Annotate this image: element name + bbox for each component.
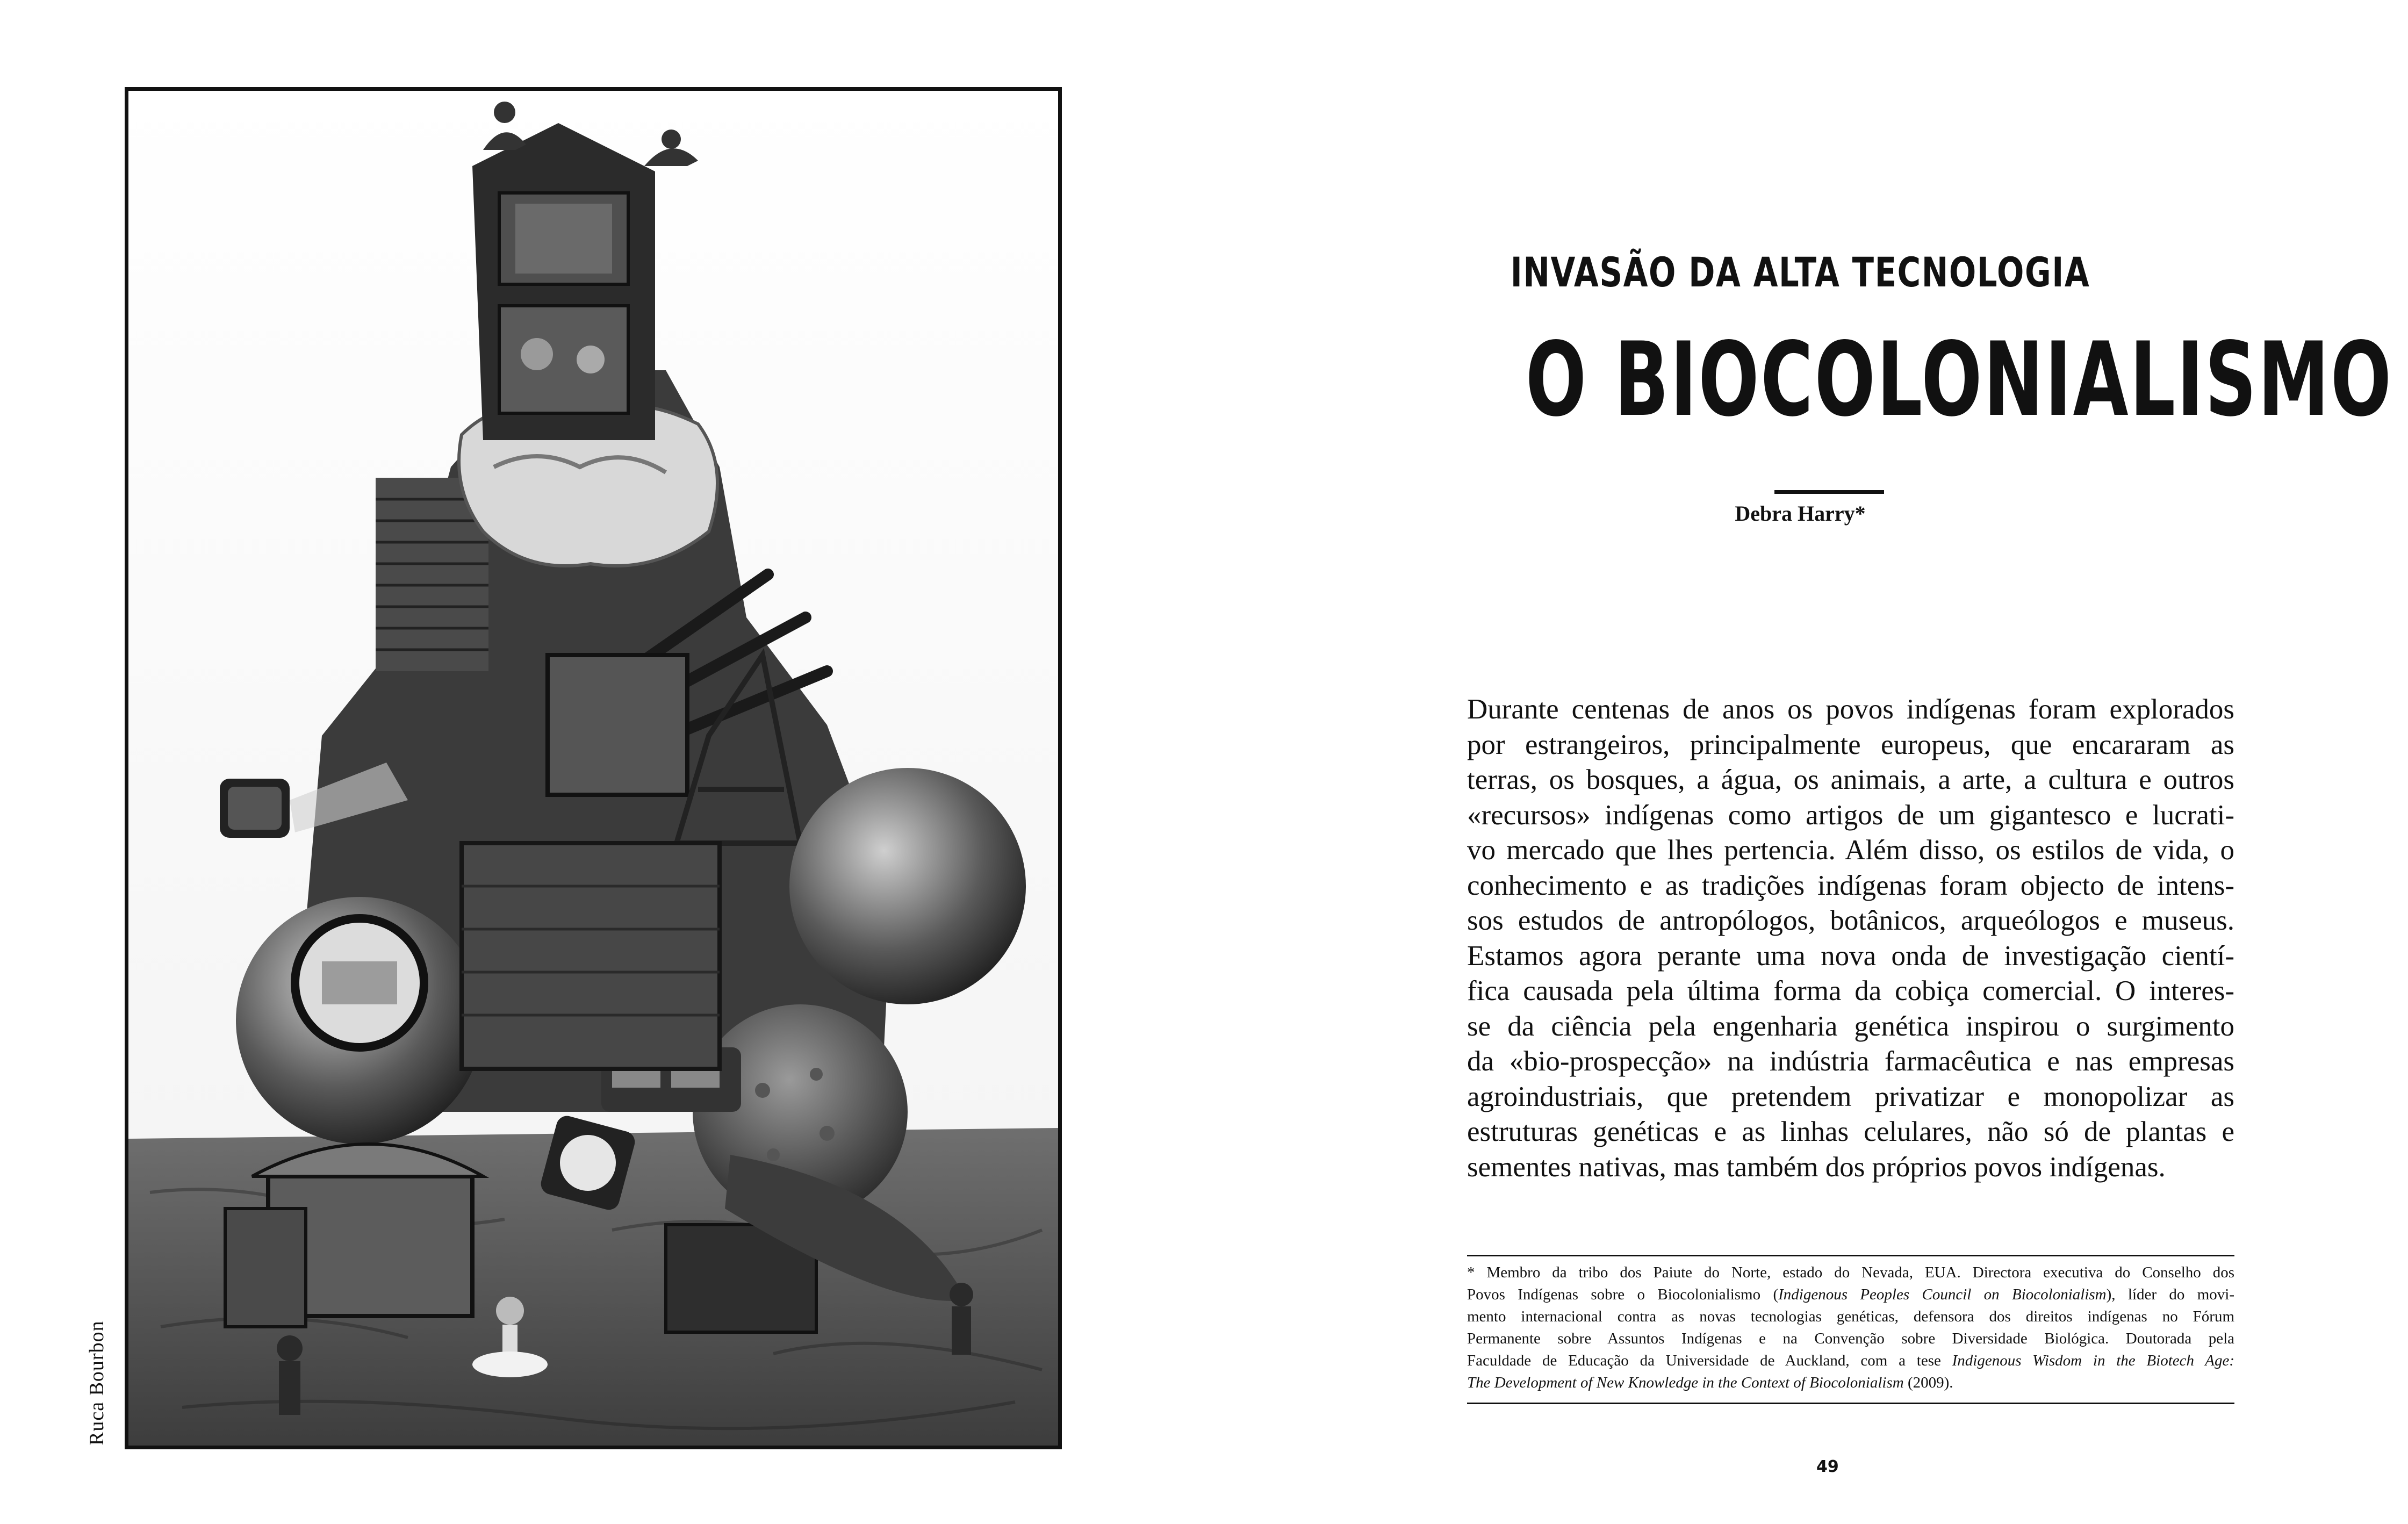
footnote-line: Faculdade de Educação da Universidade de Auckland, com a tese Indigenous Wisdom in the Biotech Age: <box>1467 1352 2234 1369</box>
body-line: terras, os bosques, a água, os animais, a arte, a cultura e outros <box>1467 764 2234 795</box>
footnote-rule-top <box>1467 1255 2234 1256</box>
body-line: sementes nativas, mas também dos próprios povos indígenas. <box>1467 1151 2166 1183</box>
footnote-line: mento internacional contra as novas tecnologias genéticas, defensora dos direitos indígenas no Fórum <box>1467 1308 2234 1325</box>
body-line: estruturas genéticas e as linhas celulares, não só de plantas e <box>1467 1116 2234 1147</box>
page-number: 49 <box>1816 1457 1839 1476</box>
footnote-line: Povos Indígenas sobre o Biocolonialismo (Indigenous Peoples Council on Biocolonialism), líder do movi- <box>1467 1286 2235 1303</box>
body-line: Estamos agora perante uma nova onda de investigação cientí- <box>1467 940 2234 972</box>
article-title: O BIOCOLONIALISMO <box>1526 320 2393 439</box>
footnote-rule-bottom <box>1467 1403 2234 1404</box>
article-kicker: INVASÃO DA ALTA TECNOLOGIA <box>1510 248 2090 296</box>
body-line: «recursos» indígenas como artigos de um gigantesco e lucrati- <box>1467 799 2234 831</box>
body-line: da «bio-prospecção» na indústria farmacêutica e nas empresas <box>1467 1046 2234 1077</box>
collage-tower-illustration <box>128 91 1058 1446</box>
body-line: agroindustriais, que pretendem privatizar e monopolizar as <box>1467 1081 2234 1112</box>
metal-sphere <box>789 768 1026 1004</box>
footnote-line: The Development of New Knowledge in the Context of Biocolonialism (2009). <box>1467 1374 1953 1391</box>
body-line: sos estudos de antropólogos, botânicos, arqueólogos e museus. <box>1467 905 2234 936</box>
body-line: se da ciência pela engenharia genética inspirou o surgimento <box>1467 1010 2234 1042</box>
footnote-line: * Membro da tribo dos Paiute do Norte, estado do Nevada, EUA. Directora executiva do Conselho dos <box>1467 1264 2234 1281</box>
body-line: fica causada pela última forma da cobiça comercial. O interes- <box>1467 975 2234 1007</box>
body-line: conhecimento e as tradições indígenas foram objecto de intens- <box>1467 869 2234 901</box>
artwork-credit: Ruca Bourbon <box>85 1320 108 1446</box>
footnote-line: Permanente sobre Assuntos Indígenas e na Convenção sobre Diversidade Biológica. Doutorada pela <box>1467 1330 2234 1347</box>
diving-bell-sphere <box>236 897 483 1144</box>
footnote <box>1467 1262 2234 1394</box>
body-line: Durante centenas de anos os povos indígenas foram explorados <box>1467 694 2234 725</box>
title-divider <box>1774 490 1884 494</box>
article-author: Debra Harry* <box>1735 501 1866 526</box>
body-line: vo mercado que lhes pertencia. Além disso, os estilos de vida, o <box>1467 835 2234 866</box>
article-body <box>1467 692 2234 1185</box>
body-line: por estrangeiros, principalmente europeus, que encararam as <box>1467 729 2234 760</box>
carousel-machine <box>225 1144 483 1327</box>
artwork-frame <box>125 87 1062 1449</box>
wooden-house-top <box>472 123 655 440</box>
